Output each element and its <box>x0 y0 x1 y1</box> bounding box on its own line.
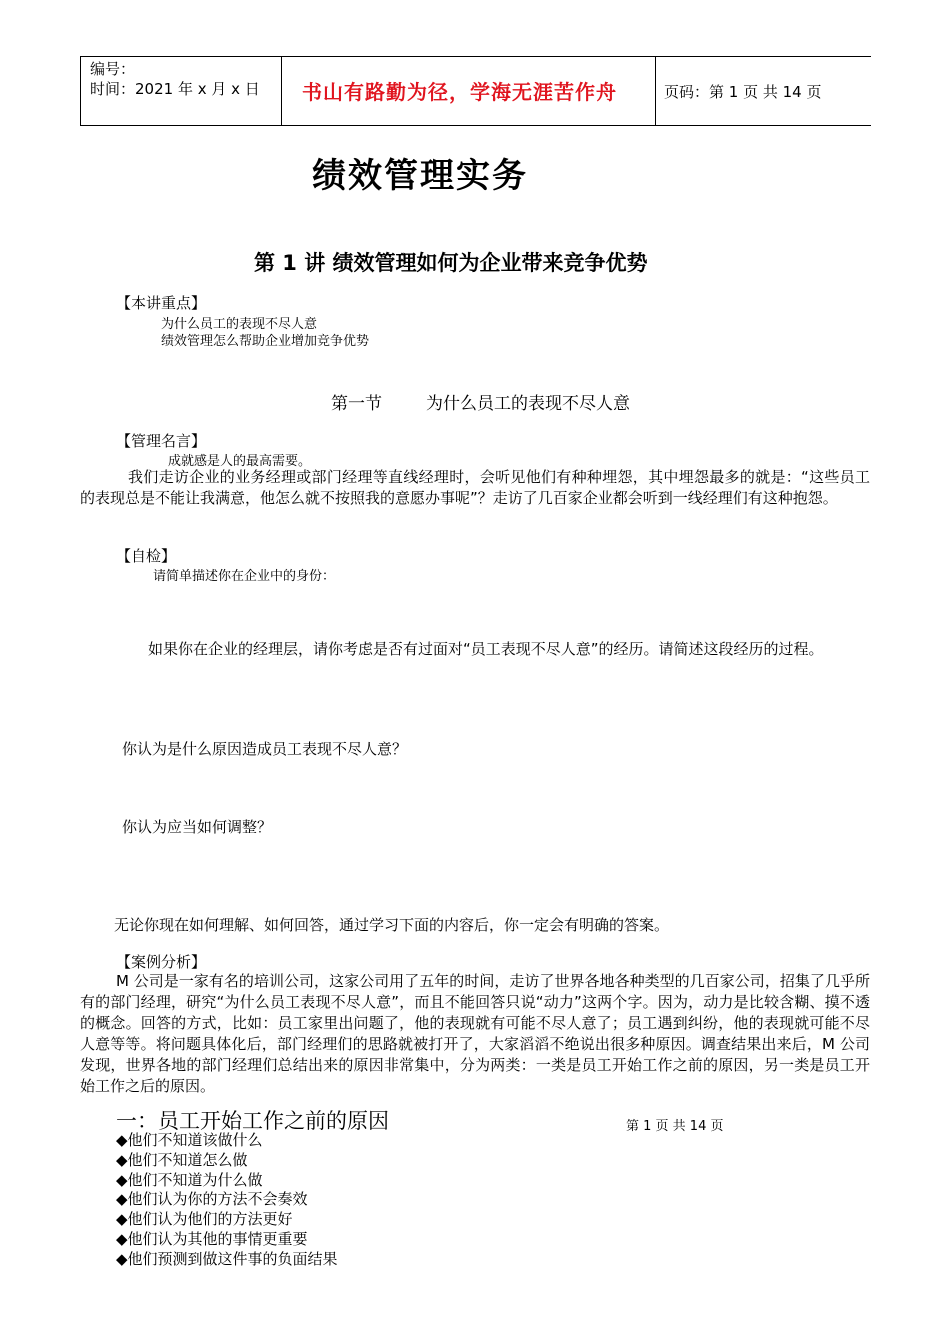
quote-text: 成就感是人的最高需要。 <box>168 454 312 469</box>
section-title: 为什么员工的表现不尽人意 <box>426 394 630 414</box>
self-check-conclusion: 无论你现在如何理解、如何回答，通过学习下面的内容后，你一定会有明确的答案。 <box>114 916 670 934</box>
lecture-title: 第 1 讲 绩效管理如何为企业带来竞争优势 <box>254 251 648 275</box>
focus-item: 绩效管理怎么帮助企业增加竞争优势 <box>161 334 370 349</box>
part1-heading: 一：员工开始工作之前的原因 <box>116 1109 389 1133</box>
document-date: 时间：2021 年 x 月 x 日 <box>90 80 260 98</box>
case-paragraph: M 公司是一家有名的培训公司，这家公司用了五年的时间，走访了世界各地各种类型的几百家公司，招集了几乎所有的部门经理，研究“为什么员工表现不尽人意”，而且不能回答只说“动力”这两个字。因为，动力是比较含糊、摸不透的概念。回答的方式，比如：员工家里出问题了，他的表现就有可能不尽人意了；员工遇到纠纷，他的表现就可能不尽人意等等。将问题具体化后，部门经理们的思路就被打开了，大家滔滔不绝说出很多种原因。调查结果出来后，M 公司发现，世界各地的部门经理们总结出来的原因非常集中，分为两类：一类是员工开始工作之前的原因，另一类是员工开始工作之后的原因。 <box>80 972 870 1095</box>
reason-list <box>116 1131 338 1270</box>
self-check-question: 请简单描述你在企业中的身份： <box>153 569 336 584</box>
focus-item: 为什么员工的表现不尽人意 <box>161 317 318 332</box>
focus-label: 【本讲重点】 <box>116 294 207 312</box>
self-check-label: 【自检】 <box>116 547 177 565</box>
reason-item: ◆他们不知道怎么做 <box>116 1150 248 1169</box>
section-number: 第一节 <box>331 394 382 414</box>
document-title: 绩效管理实务 <box>312 156 528 196</box>
header-motto: 书山有路勤为径，学海无涯苦作舟 <box>302 80 617 104</box>
quote-label: 【管理名言】 <box>116 432 207 450</box>
self-check-question: 你认为应当如何调整？ <box>122 818 273 836</box>
reason-item: ◆他们不知道该做什么 <box>116 1131 263 1149</box>
self-check-question: 如果你在企业的经理层，请你考虑是否有过面对“员工表现不尽人意”的经历。请简述这段经历的过程。 <box>148 640 824 658</box>
self-check-question: 你认为是什么原因造成员工表现不尽人意？ <box>122 740 408 758</box>
header-page-number: 页码：第 1 页 共 14 页 <box>664 83 822 101</box>
case-label: 【案例分析】 <box>116 953 207 971</box>
header-divider <box>655 57 656 125</box>
reason-item: ◆他们认为其他的事情更重要 <box>116 1229 308 1248</box>
intro-paragraph: 我们走访企业的业务经理或部门经理等直线经理时，会听见他们有种种埋怨，其中埋怨最多的就是：“这些员工的表现总是不能让我满意，他怎么就不按照我的意愿办事呢”？走访了几百家企业都会听到一线经理们有这种抱怨。 <box>80 468 870 507</box>
document-number-label: 编号： <box>90 60 136 78</box>
page-footer: 第 1 页 共 14 页 <box>626 1119 724 1134</box>
reason-item: ◆他们预测到做这件事的负面结果 <box>116 1249 338 1268</box>
header-divider <box>281 57 282 125</box>
reason-item: ◆他们认为他们的方法更好 <box>116 1210 293 1229</box>
reason-item: ◆他们不知道为什么做 <box>116 1170 263 1189</box>
reason-item: ◆他们认为你的方法不会奏效 <box>116 1190 308 1209</box>
